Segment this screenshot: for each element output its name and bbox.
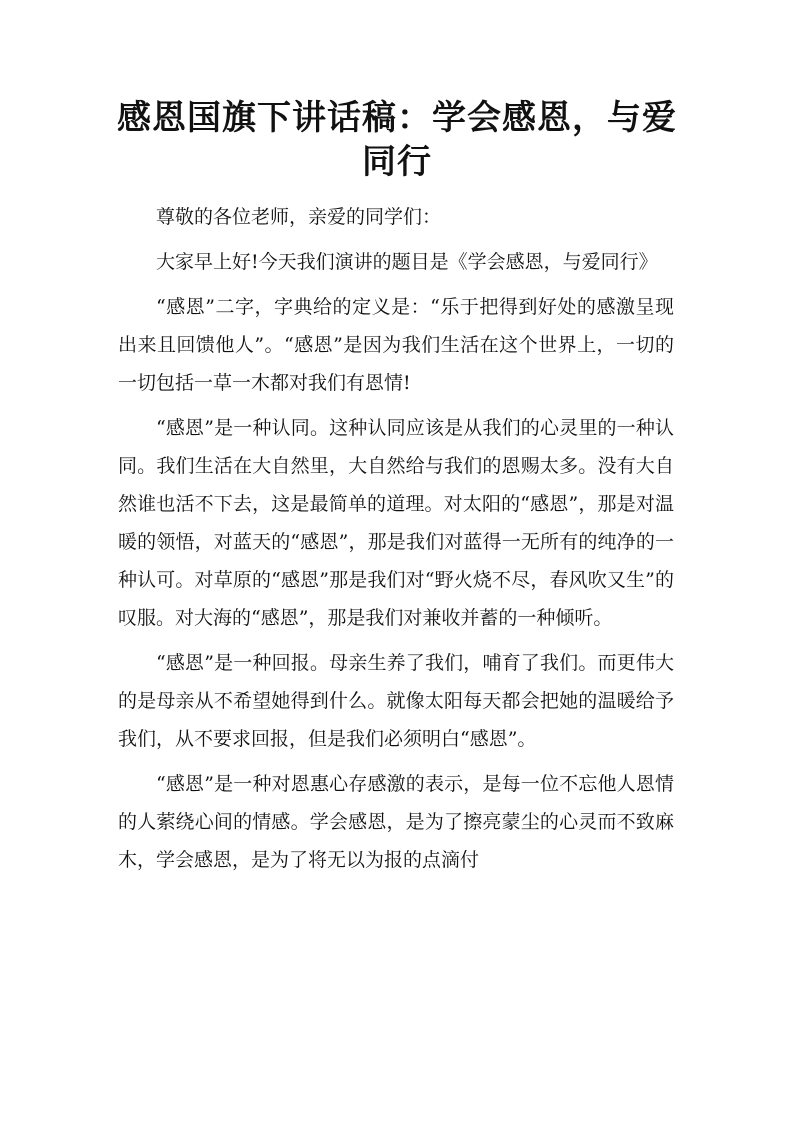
repayment-paragraph: “感恩”是一种回报。母亲生养了我们，哺育了我们。而更伟大的是母亲从不希望她得到什么。就像太阳每天都会把她的温暖给予我们，从不要求回报，但是我们必须明白“感恩”。	[118, 652, 674, 750]
recognition-paragraph: “感恩”是一种认同。这种认同应该是从我们的心灵里的一种认同。我们生活在大自然里，大自然给与我们的恩赐太多。没有大自然谁也活不下去，这是最简单的道理。对太阳的“感恩”，那是对温暖的领悟，对蓝天的“感恩”，那是我们对蓝得一无所有的纯净的一种认可。对草原的“感恩”那是我们对“野火烧不尽，春风吹又生”的叹服。对大海的“感恩”，那是我们对兼收并蓄的一种倾听。	[118, 417, 674, 629]
document-title: 感恩国旗下讲话稿：学会感恩，与爱同行	[117, 98, 677, 182]
definition-paragraph: “感恩”二字，字典给的定义是：“乐于把得到好处的感激呈现出来且回馈他人”。“感恩”是因为我们生活在这个世界上，一切的一切包括一草一木都对我们有恩情!	[118, 296, 674, 394]
greeting-paragraph: 大家早上好!今天我们演讲的题目是《学会感恩，与爱同行》	[156, 251, 658, 273]
gratitude-paragraph: “感恩”是一种对恩惠心存感激的表示，是每一位不忘他人恩情的人萦绕心间的情感。学会感恩，是为了擦亮蒙尘的心灵而不致麻木，学会感恩，是为了将无以为报的点滴付	[118, 773, 674, 871]
document-body	[118, 198, 674, 886]
salutation-paragraph: 尊敬的各位老师，亲爱的同学们：	[156, 206, 442, 228]
